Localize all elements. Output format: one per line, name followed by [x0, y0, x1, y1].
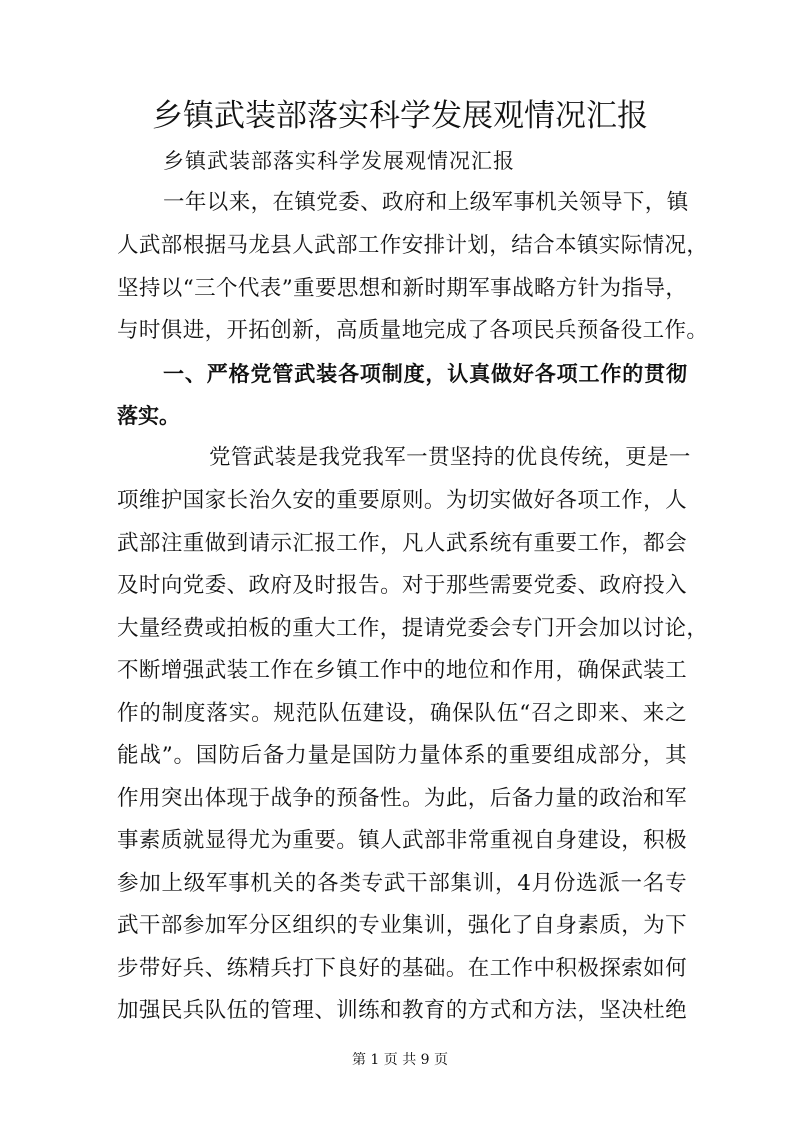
body-line-6: 不断增强武装工作在乡镇工作中的地位和作用，确保武装工: [117, 658, 687, 683]
body-line-4: 及时向党委、政府及时报告。对于那些需要党委、政府投入: [117, 573, 687, 598]
document-title: 乡镇武装部落实科学发展观情况汇报: [152, 98, 648, 134]
section-heading-line-1: 一、严格党管武装各项制度，认真做好各项工作的贯彻: [163, 362, 687, 386]
intro-line-4: 与时俱进，开拓创新，高质量地完成了各项民兵预备役工作。: [117, 318, 709, 343]
intro-line-3: 坚持以“三个代表”重要思想和新时期军事战略方针为指导，: [117, 276, 688, 301]
body-line-9: 作用突出体现于战争的预备性。为此，后备力量的政治和军: [117, 786, 687, 811]
page-number: 第 1 页 共 9 页: [351, 1052, 449, 1068]
body-line-12: 武干部参加军分区组织的专业集训，强化了自身素质，为下: [117, 913, 687, 938]
document-subtitle: 乡镇武装部落实科学发展观情况汇报: [163, 149, 515, 173]
intro-line-1: 一年以来，在镇党委、政府和上级军事机关领导下，镇: [163, 190, 689, 215]
intro-line-2: 人武部根据马龙县人武部工作安排计划，结合本镇实际情况，: [117, 233, 709, 258]
body-line-13: 步带好兵、练精兵打下良好的基础。在工作中积极探索如何: [117, 956, 687, 981]
body-line-3: 武部注重做到请示汇报工作，凡人武系统有重要工作，都会: [117, 531, 687, 556]
body-line-11: 参加上级军事机关的各类专武干部集训，4月份选派一名专: [117, 871, 687, 896]
body-line-2: 项维护国家长治久安的重要原则。为切实做好各项工作，人: [117, 488, 687, 513]
body-line-5: 大量经费或拍板的重大工作，提请党委会专门开会加以讨论，: [117, 616, 709, 641]
body-line-14: 加强民兵队伍的管理、训练和教育的方式和方法，坚决杜绝: [117, 998, 687, 1023]
section-heading-line-2: 落实。: [117, 404, 180, 428]
body-line-10: 事素质就显得尤为重要。镇人武部非常重视自身建设，积极: [117, 828, 687, 853]
body-line-8: 能战”。国防后备力量是国防力量体系的重要组成部分，其: [117, 743, 687, 768]
body-line-1: 党管武装是我党我军一贯坚持的优良传统，更是一: [209, 445, 691, 470]
body-line-7: 作的制度落实。规范队伍建设，确保队伍“召之即来、来之: [117, 701, 687, 726]
